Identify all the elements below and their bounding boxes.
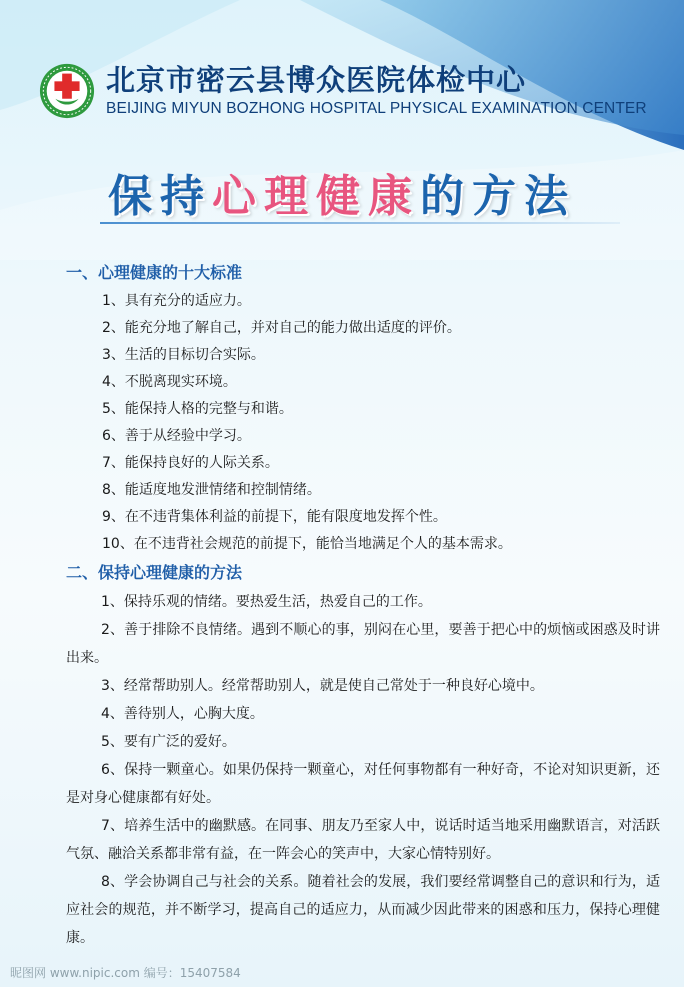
header bbox=[38, 62, 647, 120]
list-item: 1、保持乐观的情绪。要热爱生活，热爱自己的工作。 bbox=[101, 594, 432, 610]
list-item: 4、不脱离现实环境。 bbox=[102, 374, 237, 390]
watermark: 昵图网 www.nipic.com 编号：15407584 bbox=[10, 966, 241, 980]
list-item: 3、生活的目标切合实际。 bbox=[102, 347, 265, 363]
section-heading-standards: 一、心理健康的十大标准 bbox=[66, 263, 243, 282]
list-item: 8、能适度地发泄情绪和控制情绪。 bbox=[102, 482, 321, 498]
list-item: 9、在不违背集体利益的前提下，能有限度地发挥个性。 bbox=[102, 509, 447, 525]
org-name-en: BEIJING MIYUN BOZHONG HOSPITAL PHYSICAL EXAMINATION CENTER bbox=[106, 100, 647, 117]
title-part-2: 心理健康 bbox=[212, 171, 420, 222]
list-item: 2、善于排除不良情绪。遇到不顺心的事，别闷在心里，要善于把心中的烦恼或困惑及时讲 出来。 bbox=[66, 622, 660, 666]
header-text bbox=[106, 64, 647, 118]
org-name-cn: 北京市密云县博众医院体检中心 bbox=[106, 63, 527, 97]
list-item: 7、培养生活中的幽默感。在同事、朋友乃至家人中，说话时适当地采用幽默语言，对活跃气氛、融洽关系都非常有益，在一阵会心的笑声中，大家心情特别好。 bbox=[66, 818, 660, 862]
list-item: 4、善待别人，心胸大度。 bbox=[101, 706, 264, 722]
list-item: 10、在不违背社会规范的前提下，能恰当地满足个人的基本需求。 bbox=[102, 536, 512, 552]
title-part-1: 保持 bbox=[108, 171, 212, 222]
title-part-3: 的方法 bbox=[420, 171, 576, 222]
page-title bbox=[0, 160, 684, 224]
list-item: 6、保持一颗童心。如果仍保持一颗童心，对任何事物都有一种好奇，不论对知识更新，还是对身心健康都有好处。 bbox=[66, 762, 660, 806]
list-item: 2、能充分地了解自己，并对自己的能力做出适度的评价。 bbox=[102, 320, 461, 336]
list-item: 8、学会协调自己与社会的关系。随着社会的发展，我们要经常调整自己的意识和行为，适应社会的规范，并不断学习，提高自己的适应力，从而减少因此带来的困惑和压力，保持心理健康。 bbox=[66, 874, 660, 946]
title-underline bbox=[100, 222, 620, 224]
list-item: 1、具有充分的适应力。 bbox=[102, 293, 251, 309]
list-item: 5、能保持人格的完整与和谐。 bbox=[102, 401, 293, 417]
content bbox=[0, 258, 684, 952]
hospital-logo-icon bbox=[38, 62, 96, 120]
list-item: 5、要有广泛的爱好。 bbox=[101, 734, 236, 750]
list-item: 7、能保持良好的人际关系。 bbox=[102, 455, 279, 471]
section-heading-methods: 二、保持心理健康的方法 bbox=[66, 563, 243, 582]
list-item: 6、善于从经验中学习。 bbox=[102, 428, 251, 444]
list-item: 3、经常帮助别人。经常帮助别人，就是使自己常处于一种良好心境中。 bbox=[101, 678, 544, 694]
